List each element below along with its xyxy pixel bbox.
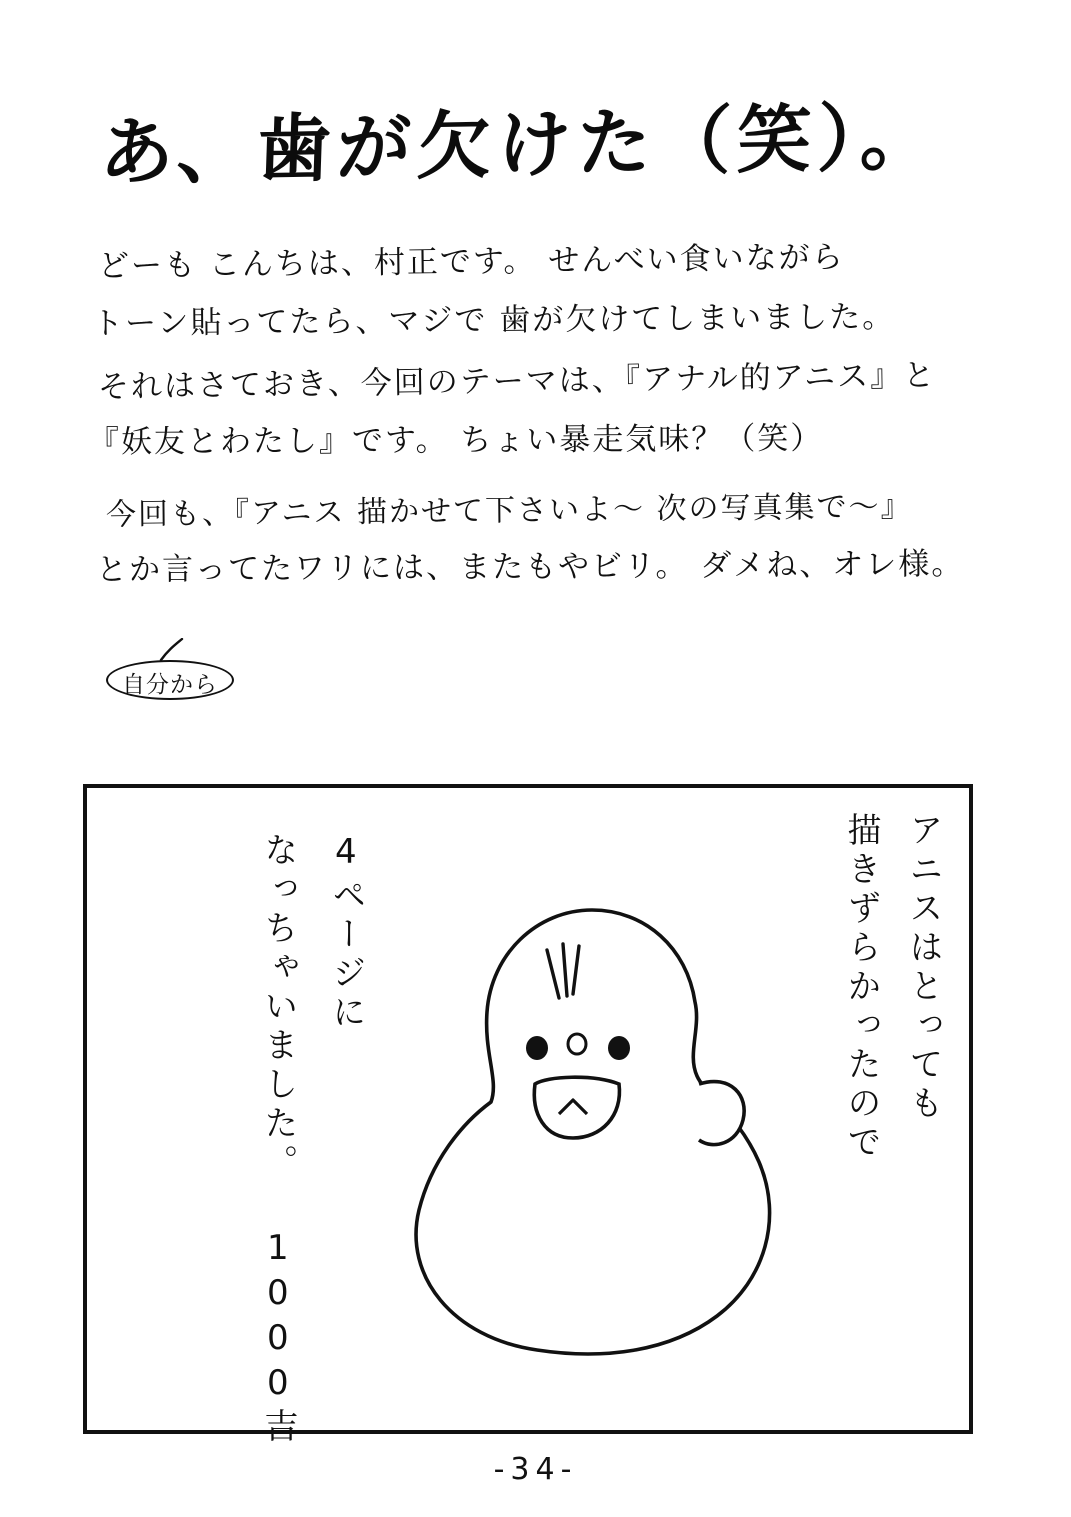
circled-annotation [106,660,236,702]
body-line: 『妖友とわたし』です。 ちょい暴走気味？（笑） [87,420,824,461]
comic-panel [83,784,973,1447]
panel-text-column: 描きずらかったので [841,812,881,1163]
blob-face-character [387,888,807,1368]
panel-text-column: なっちゃいました。 1000吉 [257,832,298,1447]
body-line: トーン貼ってたら、マジで 歯が欠けてしまいました。 [91,298,896,342]
body-line: どーも こんちは、村正です。 せんべい食いながら [97,239,845,285]
annotation-label: 自分から [122,672,218,698]
page-title: あ、歯が欠けた（笑）。 [98,94,942,197]
body-line: とか言ってたワリには、またもやビリ。 ダメね、オレ様。 [95,546,965,589]
page-number: -34- [493,1452,578,1487]
panel-text-column: アニスはとっても [903,812,943,1124]
body-line: それはさておき、今回のテーマは、『アナル的アニス』と [97,357,937,406]
panel-text-column: 4ページに [325,832,366,1033]
body-line: 今回も、『アニス 描かせて下さいよ〜 次の写真集で〜』 [105,489,913,533]
handwritten-body-text [87,238,988,589]
leader-line-icon [158,638,184,662]
